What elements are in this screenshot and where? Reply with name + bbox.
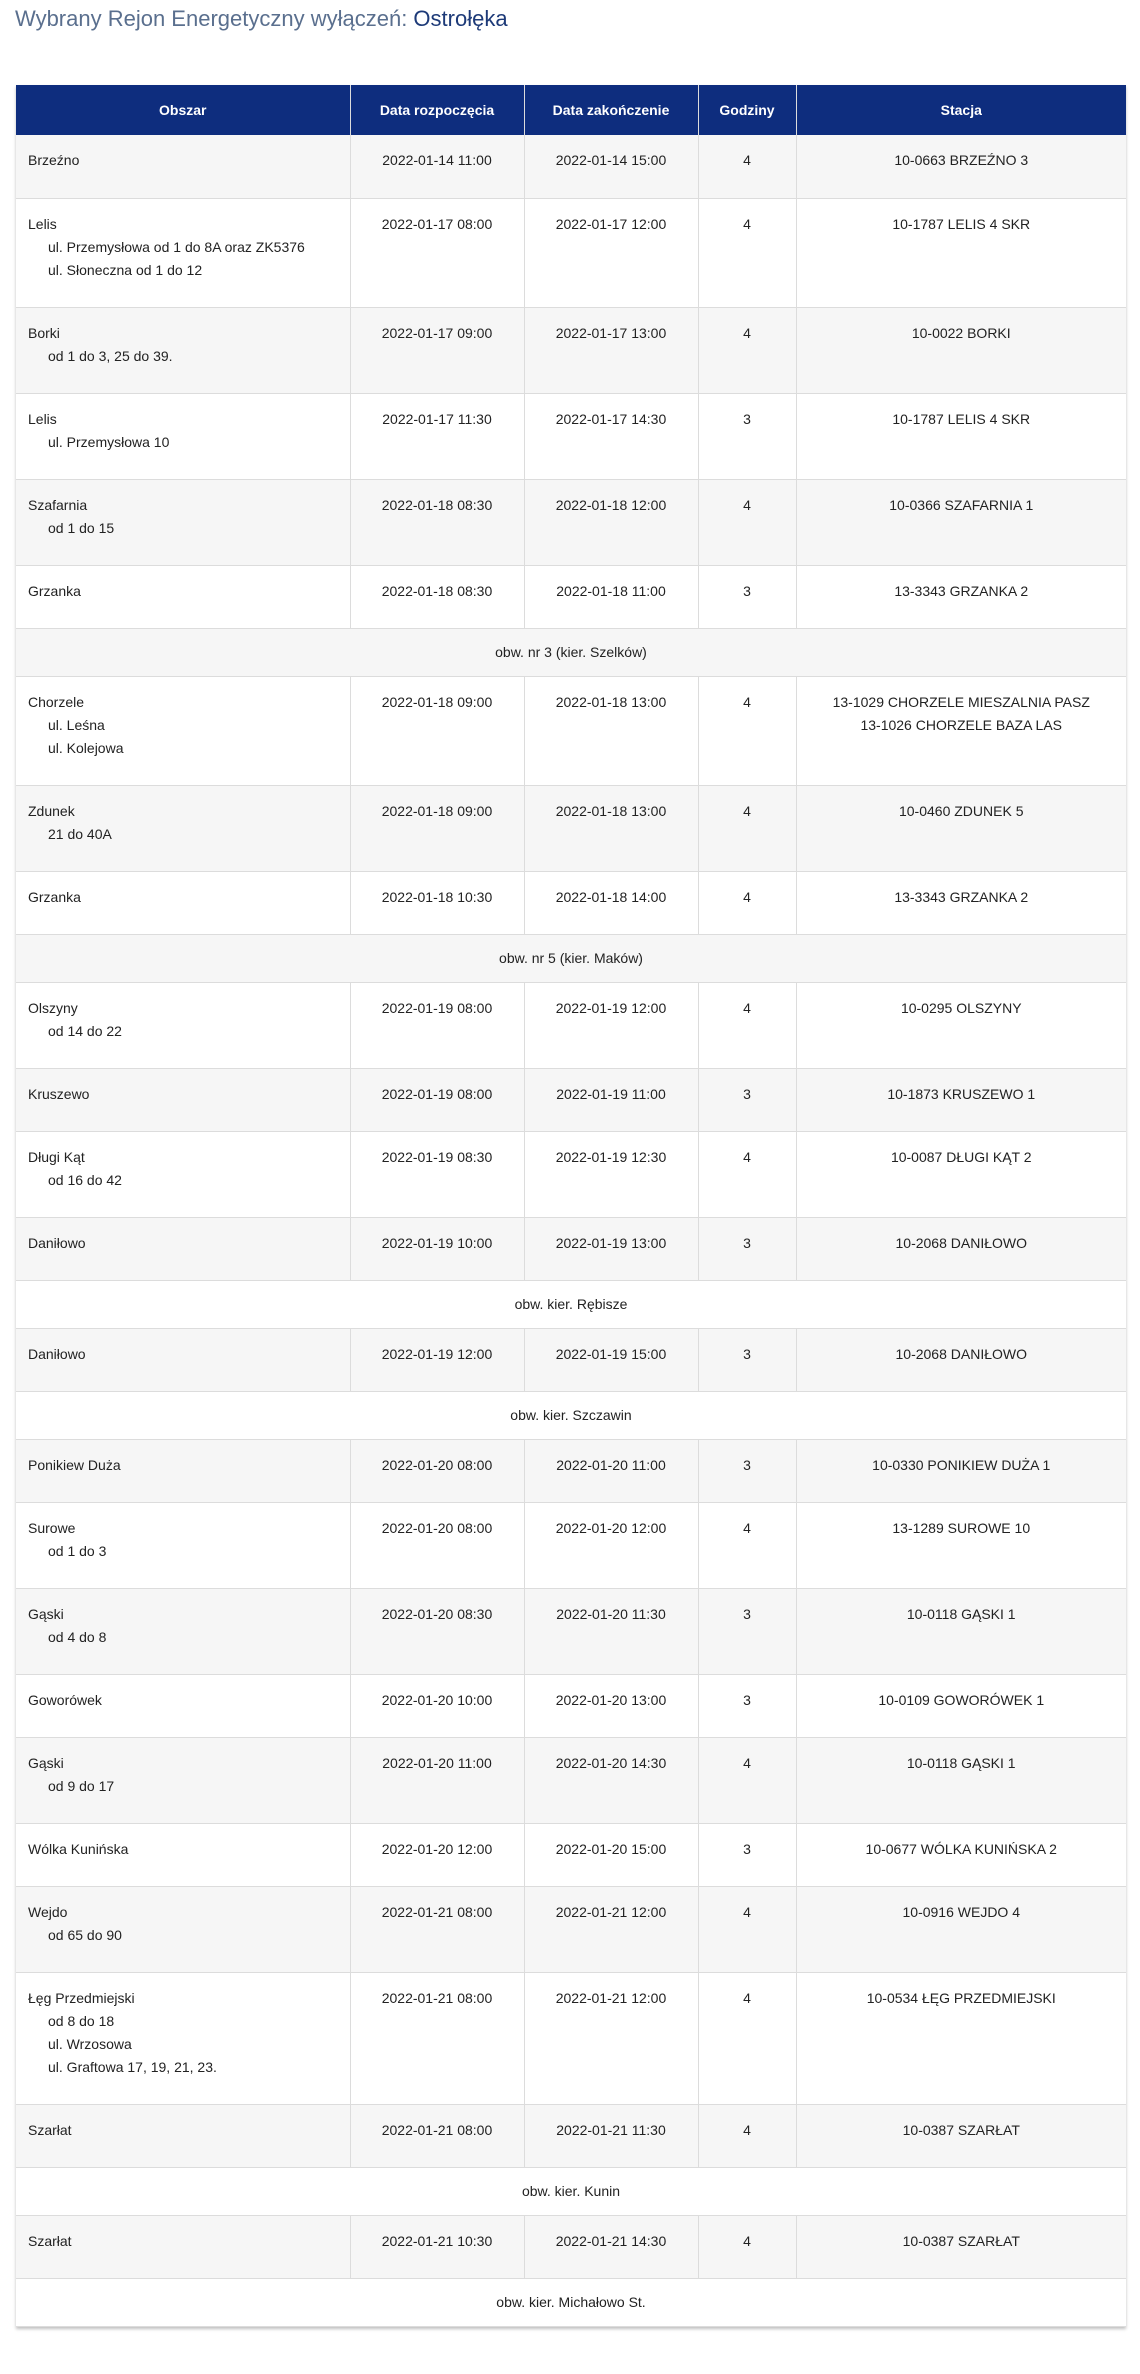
area-name: Brzeźno bbox=[28, 152, 80, 168]
table-row bbox=[16, 871, 1126, 934]
cell-end-date: 2022-01-19 11:00 bbox=[524, 1068, 698, 1131]
area-name: Daniłowo bbox=[28, 1345, 86, 1362]
station-name: 10-2068 DANIŁOWO bbox=[895, 1234, 1027, 1251]
cell-end-date: 2022-01-21 12:00 bbox=[524, 1972, 698, 2104]
cell-area bbox=[16, 1328, 350, 1391]
area-detail: od 65 do 90 bbox=[48, 1926, 122, 1943]
cell-start-date: 2022-01-18 09:00 bbox=[350, 785, 524, 871]
area-detail: od 1 do 15 bbox=[48, 519, 115, 536]
cell-area bbox=[16, 982, 350, 1068]
table-row bbox=[16, 1674, 1126, 1737]
cell-station bbox=[796, 135, 1126, 198]
station-name: 10-0677 WÓLKA KUNIŃSKA 2 bbox=[865, 1840, 1057, 1857]
area-detail: od 16 do 42 bbox=[48, 1171, 122, 1188]
area-detail: 21 do 40A bbox=[48, 825, 112, 842]
table-row bbox=[16, 565, 1126, 628]
area-detail: od 1 do 3, 25 do 39. bbox=[48, 347, 173, 364]
cell-end-date: 2022-01-17 13:00 bbox=[524, 307, 698, 393]
region-name: Ostrołęka bbox=[413, 6, 508, 31]
area-detail: ul. Przemysłowa od 1 do 8A oraz ZK5376 bbox=[48, 238, 305, 255]
cell-end-date: 2022-01-17 14:30 bbox=[524, 393, 698, 479]
cell-start-date: 2022-01-21 08:00 bbox=[350, 1972, 524, 2104]
cell-area bbox=[16, 565, 350, 628]
area-detail: od 1 do 3 bbox=[48, 1542, 107, 1559]
cell-hours: 4 bbox=[698, 785, 796, 871]
cell-start-date: 2022-01-18 08:30 bbox=[350, 565, 524, 628]
cell-station bbox=[796, 2104, 1126, 2167]
cell-area bbox=[16, 307, 350, 393]
area-name: Gąski bbox=[28, 1605, 64, 1622]
station-name: 13-1026 CHORZELE BAZA LAS bbox=[860, 716, 1063, 733]
station-name: 10-0534 ŁĘG PRZEDMIEJSKI bbox=[866, 1989, 1056, 2006]
area-name: Surowe bbox=[28, 1519, 76, 1536]
cell-hours: 4 bbox=[698, 2215, 796, 2278]
section-row bbox=[16, 934, 1126, 982]
station-name: 13-3343 GRZANKA 2 bbox=[894, 888, 1029, 905]
cell-start-date: 2022-01-17 09:00 bbox=[350, 307, 524, 393]
area-name: Olszyny bbox=[28, 999, 78, 1016]
section-row bbox=[16, 628, 1126, 676]
cell-area bbox=[16, 1674, 350, 1737]
area-name: Grzanka bbox=[28, 888, 81, 905]
station-name: 10-0387 SZARŁAT bbox=[902, 2232, 1020, 2249]
cell-start-date: 2022-01-19 10:00 bbox=[350, 1217, 524, 1280]
cell-hours: 4 bbox=[698, 1972, 796, 2104]
cell-start-date: 2022-01-19 08:30 bbox=[350, 1131, 524, 1217]
section-row bbox=[16, 2167, 1126, 2215]
station-name: 10-0916 WEJDO 4 bbox=[902, 1903, 1020, 1920]
cell-end-date: 2022-01-20 12:00 bbox=[524, 1502, 698, 1588]
cell-station bbox=[796, 1439, 1126, 1502]
cell-start-date: 2022-01-17 11:30 bbox=[350, 393, 524, 479]
cell-start-date: 2022-01-19 12:00 bbox=[350, 1328, 524, 1391]
cell-end-date: 2022-01-19 12:30 bbox=[524, 1131, 698, 1217]
area-name: Grzanka bbox=[28, 582, 81, 599]
cell-station bbox=[796, 393, 1126, 479]
cell-hours: 4 bbox=[698, 871, 796, 934]
title-prefix: Wybrany Rejon Energetyczny wyłączeń: bbox=[15, 6, 414, 31]
area-name: Chorzele bbox=[28, 693, 85, 710]
cell-end-date: 2022-01-21 11:30 bbox=[524, 2104, 698, 2167]
cell-area bbox=[16, 1823, 350, 1886]
table-row bbox=[16, 1328, 1126, 1391]
table-body bbox=[16, 135, 1126, 2326]
table-header-row bbox=[16, 85, 1126, 135]
table-row bbox=[16, 676, 1126, 785]
cell-start-date: 2022-01-18 10:30 bbox=[350, 871, 524, 934]
table-row bbox=[16, 2104, 1126, 2167]
cell-end-date: 2022-01-19 12:00 bbox=[524, 982, 698, 1068]
cell-station bbox=[796, 1972, 1126, 2104]
station-name: 10-0460 ZDUNEK 5 bbox=[898, 802, 1024, 819]
section-label: obw. kier. Rębisze bbox=[16, 1280, 1126, 1328]
cell-end-date: 2022-01-20 11:30 bbox=[524, 1588, 698, 1674]
station-name: 10-1787 LELIS 4 SKR bbox=[892, 215, 1031, 232]
area-name: Lelis bbox=[28, 410, 57, 427]
cell-end-date: 2022-01-20 15:00 bbox=[524, 1823, 698, 1886]
area-detail: ul. Wrzosowa bbox=[48, 2035, 132, 2052]
cell-start-date: 2022-01-18 08:30 bbox=[350, 479, 524, 565]
cell-area bbox=[16, 198, 350, 307]
column-header-hours: Godziny bbox=[698, 85, 796, 135]
cell-station bbox=[796, 198, 1126, 307]
area-detail: ul. Graftowa 17, 19, 21, 23. bbox=[48, 2058, 217, 2075]
cell-hours: 4 bbox=[698, 982, 796, 1068]
cell-station bbox=[796, 1823, 1126, 1886]
cell-hours: 3 bbox=[698, 1588, 796, 1674]
cell-hours: 3 bbox=[698, 1068, 796, 1131]
cell-start-date: 2022-01-17 08:00 bbox=[350, 198, 524, 307]
cell-area bbox=[16, 676, 350, 785]
table-row bbox=[16, 198, 1126, 307]
station-name: 10-0330 PONIKIEW DUŻA 1 bbox=[872, 1456, 1051, 1473]
cell-hours: 4 bbox=[698, 307, 796, 393]
cell-station bbox=[796, 1131, 1126, 1217]
cell-hours: 4 bbox=[698, 135, 796, 198]
cell-end-date: 2022-01-19 15:00 bbox=[524, 1328, 698, 1391]
area-detail: od 4 do 8 bbox=[48, 1628, 107, 1645]
area-name: Lelis bbox=[28, 215, 57, 232]
cell-area bbox=[16, 785, 350, 871]
area-name: Wólka Kunińska bbox=[28, 1840, 129, 1857]
cell-end-date: 2022-01-20 11:00 bbox=[524, 1439, 698, 1502]
cell-station bbox=[796, 1886, 1126, 1972]
cell-station bbox=[796, 1737, 1126, 1823]
cell-area bbox=[16, 1502, 350, 1588]
area-name: Łęg Przedmiejski bbox=[28, 1989, 135, 2006]
station-name: 10-0118 GĄSKI 1 bbox=[906, 1605, 1016, 1622]
cell-station bbox=[796, 871, 1126, 934]
area-detail: ul. Przemysłowa 10 bbox=[48, 433, 170, 450]
cell-end-date: 2022-01-18 14:00 bbox=[524, 871, 698, 934]
station-name: 10-1787 LELIS 4 SKR bbox=[892, 410, 1031, 427]
area-detail: ul. Słoneczna od 1 do 12 bbox=[48, 261, 203, 278]
cell-start-date: 2022-01-20 08:30 bbox=[350, 1588, 524, 1674]
cell-end-date: 2022-01-20 14:30 bbox=[524, 1737, 698, 1823]
area-detail: od 14 do 22 bbox=[48, 1022, 122, 1039]
cell-hours: 3 bbox=[698, 1217, 796, 1280]
cell-start-date: 2022-01-21 08:00 bbox=[350, 1886, 524, 1972]
cell-hours: 4 bbox=[698, 1502, 796, 1588]
cell-hours: 4 bbox=[698, 479, 796, 565]
cell-end-date: 2022-01-18 13:00 bbox=[524, 676, 698, 785]
cell-end-date: 2022-01-18 11:00 bbox=[524, 565, 698, 628]
cell-end-date: 2022-01-17 12:00 bbox=[524, 198, 698, 307]
cell-station bbox=[796, 479, 1126, 565]
column-header-area: Obszar bbox=[16, 85, 350, 135]
cell-start-date: 2022-01-20 11:00 bbox=[350, 1737, 524, 1823]
cell-start-date: 2022-01-19 08:00 bbox=[350, 1068, 524, 1131]
table-row bbox=[16, 307, 1126, 393]
table-row bbox=[16, 1972, 1126, 2104]
area-detail: ul. Kolejowa bbox=[48, 739, 124, 756]
station-name: 10-0087 DŁUGI KĄT 2 bbox=[890, 1148, 1032, 1165]
cell-hours: 4 bbox=[698, 198, 796, 307]
cell-hours: 3 bbox=[698, 1674, 796, 1737]
cell-station bbox=[796, 307, 1126, 393]
area-name: Szarłat bbox=[28, 2121, 72, 2138]
cell-area bbox=[16, 479, 350, 565]
station-name: 10-0109 GOWORÓWEK 1 bbox=[878, 1691, 1045, 1708]
table-row bbox=[16, 2215, 1126, 2278]
table-row bbox=[16, 1737, 1126, 1823]
cell-area bbox=[16, 1737, 350, 1823]
station-name: 10-0663 BRZEŹNO 3 bbox=[894, 152, 1029, 168]
area-name: Borki bbox=[28, 324, 60, 341]
cell-hours: 3 bbox=[698, 1439, 796, 1502]
cell-start-date: 2022-01-21 08:00 bbox=[350, 2104, 524, 2167]
cell-station bbox=[796, 1328, 1126, 1391]
cell-station bbox=[796, 565, 1126, 628]
cell-station bbox=[796, 1588, 1126, 1674]
cell-station bbox=[796, 2215, 1126, 2278]
table-row bbox=[16, 1439, 1126, 1502]
table-row bbox=[16, 1886, 1126, 1972]
cell-hours: 3 bbox=[698, 393, 796, 479]
cell-area bbox=[16, 1131, 350, 1217]
section-label: obw. kier. Michałowo St. bbox=[16, 2278, 1126, 2326]
cell-station bbox=[796, 982, 1126, 1068]
cell-start-date: 2022-01-14 11:00 bbox=[350, 135, 524, 198]
cell-area bbox=[16, 871, 350, 934]
cell-end-date: 2022-01-20 13:00 bbox=[524, 1674, 698, 1737]
area-detail: od 8 do 18 bbox=[48, 2012, 115, 2029]
cell-station bbox=[796, 1502, 1126, 1588]
cell-area bbox=[16, 1588, 350, 1674]
area-name: Kruszewo bbox=[28, 1085, 90, 1102]
cell-end-date: 2022-01-18 12:00 bbox=[524, 479, 698, 565]
cell-area bbox=[16, 2104, 350, 2167]
area-name: Wejdo bbox=[28, 1903, 68, 1920]
cell-start-date: 2022-01-20 10:00 bbox=[350, 1674, 524, 1737]
table-row bbox=[16, 1217, 1126, 1280]
area-name: Gąski bbox=[28, 1754, 64, 1771]
cell-station bbox=[796, 1068, 1126, 1131]
cell-start-date: 2022-01-18 09:00 bbox=[350, 676, 524, 785]
column-header-start: Data rozpoczęcia bbox=[350, 85, 524, 135]
station-name: 10-0295 OLSZYNY bbox=[900, 999, 1022, 1016]
station-name: 10-1873 KRUSZEWO 1 bbox=[887, 1085, 1036, 1102]
cell-hours: 3 bbox=[698, 1328, 796, 1391]
section-row bbox=[16, 1280, 1126, 1328]
station-name: 13-3343 GRZANKA 2 bbox=[894, 582, 1029, 599]
column-header-station: Stacja bbox=[796, 85, 1126, 135]
table-row bbox=[16, 1068, 1126, 1131]
cell-station bbox=[796, 676, 1126, 785]
cell-area bbox=[16, 1972, 350, 2104]
cell-start-date: 2022-01-20 12:00 bbox=[350, 1823, 524, 1886]
station-name: 13-1289 SUROWE 10 bbox=[892, 1519, 1031, 1536]
cell-area bbox=[16, 1217, 350, 1280]
area-name: Daniłowo bbox=[28, 1234, 86, 1251]
outages-table-container bbox=[16, 85, 1126, 2327]
area-name: Zdunek bbox=[28, 802, 75, 819]
cell-end-date: 2022-01-19 13:00 bbox=[524, 1217, 698, 1280]
page-title bbox=[15, 6, 508, 32]
cell-start-date: 2022-01-21 10:30 bbox=[350, 2215, 524, 2278]
area-detail: ul. Leśna bbox=[48, 716, 105, 733]
station-name: 10-0022 BORKI bbox=[911, 324, 1011, 341]
area-name: Szafarnia bbox=[28, 496, 88, 513]
cell-station bbox=[796, 785, 1126, 871]
table-row bbox=[16, 393, 1126, 479]
table-row bbox=[16, 1588, 1126, 1674]
cell-end-date: 2022-01-21 12:00 bbox=[524, 1886, 698, 1972]
section-row bbox=[16, 2278, 1126, 2326]
station-name: 13-1029 CHORZELE MIESZALNIA PASZ bbox=[832, 693, 1090, 710]
area-name: Długi Kąt bbox=[28, 1148, 85, 1165]
cell-hours: 3 bbox=[698, 565, 796, 628]
area-name: Ponikiew Duża bbox=[28, 1456, 121, 1473]
cell-area bbox=[16, 2215, 350, 2278]
cell-hours: 4 bbox=[698, 2104, 796, 2167]
section-row bbox=[16, 1391, 1126, 1439]
table-row bbox=[16, 982, 1126, 1068]
cell-area bbox=[16, 1068, 350, 1131]
area-name: Szarłat bbox=[28, 2232, 72, 2249]
cell-area bbox=[16, 1886, 350, 1972]
table-row bbox=[16, 1131, 1126, 1217]
table-row bbox=[16, 785, 1126, 871]
area-name: Goworówek bbox=[28, 1691, 102, 1708]
cell-area bbox=[16, 393, 350, 479]
cell-station bbox=[796, 1674, 1126, 1737]
section-label: obw. kier. Kunin bbox=[16, 2167, 1126, 2215]
table-row bbox=[16, 1502, 1126, 1588]
section-label: obw. nr 3 (kier. Szelków) bbox=[16, 628, 1126, 676]
section-label: obw. kier. Szczawin bbox=[16, 1391, 1126, 1439]
cell-hours: 4 bbox=[698, 676, 796, 785]
cell-station bbox=[796, 1217, 1126, 1280]
cell-area bbox=[16, 1439, 350, 1502]
station-name: 10-0366 SZAFARNIA 1 bbox=[889, 496, 1034, 513]
table-row bbox=[16, 135, 1126, 198]
station-name: 10-0118 GĄSKI 1 bbox=[906, 1754, 1016, 1771]
outages-table bbox=[16, 85, 1126, 2327]
column-header-end: Data zakończenie bbox=[524, 85, 698, 135]
cell-hours: 3 bbox=[698, 1823, 796, 1886]
cell-hours: 4 bbox=[698, 1737, 796, 1823]
section-label: obw. nr 5 (kier. Maków) bbox=[16, 934, 1126, 982]
cell-start-date: 2022-01-19 08:00 bbox=[350, 982, 524, 1068]
cell-area bbox=[16, 135, 350, 198]
cell-end-date: 2022-01-18 13:00 bbox=[524, 785, 698, 871]
cell-hours: 4 bbox=[698, 1886, 796, 1972]
station-name: 10-0387 SZARŁAT bbox=[902, 2121, 1020, 2138]
cell-hours: 4 bbox=[698, 1131, 796, 1217]
area-detail: od 9 do 17 bbox=[48, 1777, 115, 1794]
station-name: 10-2068 DANIŁOWO bbox=[895, 1345, 1027, 1362]
cell-end-date: 2022-01-14 15:00 bbox=[524, 135, 698, 198]
cell-start-date: 2022-01-20 08:00 bbox=[350, 1439, 524, 1502]
cell-end-date: 2022-01-21 14:30 bbox=[524, 2215, 698, 2278]
table-row bbox=[16, 1823, 1126, 1886]
cell-start-date: 2022-01-20 08:00 bbox=[350, 1502, 524, 1588]
table-row bbox=[16, 479, 1126, 565]
